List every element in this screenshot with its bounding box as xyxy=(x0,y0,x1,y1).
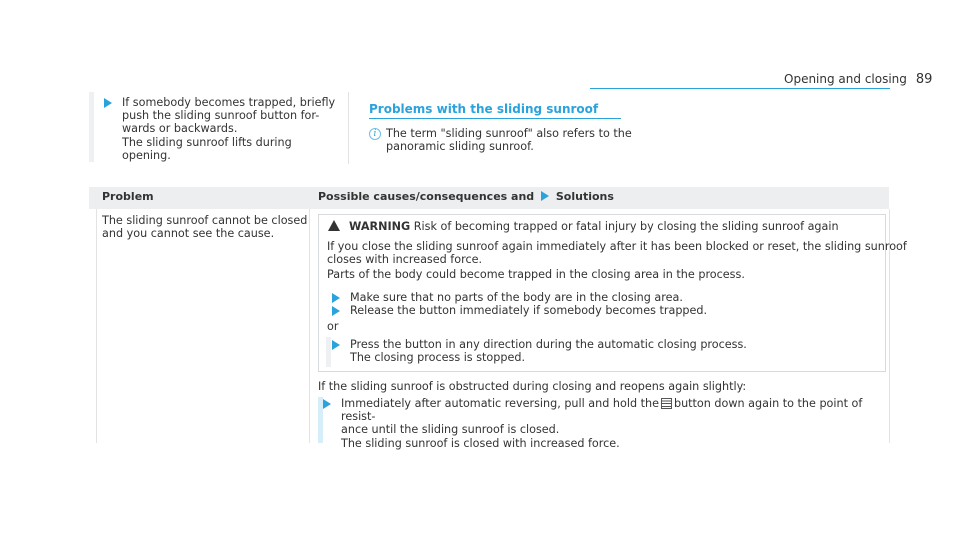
step-arrow-icon xyxy=(104,98,112,108)
warning-paragraph: If you close the sliding sunroof again immediately after it has been blocked or reset, the sliding sunroof closes with increased force. xyxy=(327,240,907,267)
instruction-step xyxy=(104,96,344,162)
running-header xyxy=(784,72,932,87)
info-note: The term "sliding sunroof" also refers to the panoramic sliding sunroof. xyxy=(386,127,632,154)
warning-paragraph-2: Parts of the body could become trapped in the closing area in the process. xyxy=(327,268,745,281)
problem-cell: The sliding sunroof cannot be closed and you cannot see the cause. xyxy=(102,214,308,241)
warning-step-1: Make sure that no parts of the body are in the closing area. xyxy=(332,291,872,305)
warning-title: WARNING Risk of becoming trapped or fatal injury by closing the sliding sunroof again xyxy=(349,220,839,233)
final-step: Immediately after automatic reversing, pull and hold the button down again to the point of resist- ance until the sliding sunroof is closed. The sliding sunroof is closed with increased force. xyxy=(323,397,883,439)
table-column-divider xyxy=(309,209,310,443)
page-number: 89 xyxy=(915,72,933,87)
step-marker-bar xyxy=(326,337,331,367)
info-icon: i xyxy=(369,128,381,140)
warning-step-2: Release the button immediately if somebody becomes trapped. xyxy=(332,304,872,318)
or-label: or xyxy=(327,320,339,333)
warning-step-3: Press the button in any direction during the automatic closing process. The closing process is stopped. xyxy=(332,338,872,366)
step-arrow-icon xyxy=(323,399,331,409)
column-divider xyxy=(348,92,349,164)
table-border-left xyxy=(96,209,97,443)
column-header-solutions: Possible causes/consequences and Solutions xyxy=(318,190,614,203)
section-title: Opening and closing xyxy=(784,72,907,86)
obstructed-text: If the sliding sunroof is obstructed during closing and reopens again slightly: xyxy=(318,380,747,393)
step-arrow-icon xyxy=(332,340,340,350)
header-rule xyxy=(590,88,890,89)
step-arrow-icon xyxy=(332,293,340,303)
step-arrow-icon xyxy=(332,306,340,316)
warning-icon xyxy=(328,220,340,231)
sunroof-button-icon xyxy=(661,398,672,409)
step-text: If somebody becomes trapped, briefly push the sliding sunroof button for- wards or backwards. The sliding sunroof lifts during opening. xyxy=(122,96,336,162)
solutions-arrow-icon xyxy=(541,191,549,201)
section-heading: Problems with the sliding sunroof xyxy=(369,102,599,116)
step-marker-bar xyxy=(89,92,94,162)
heading-rule xyxy=(369,118,621,119)
column-header-problem: Problem xyxy=(102,190,154,203)
